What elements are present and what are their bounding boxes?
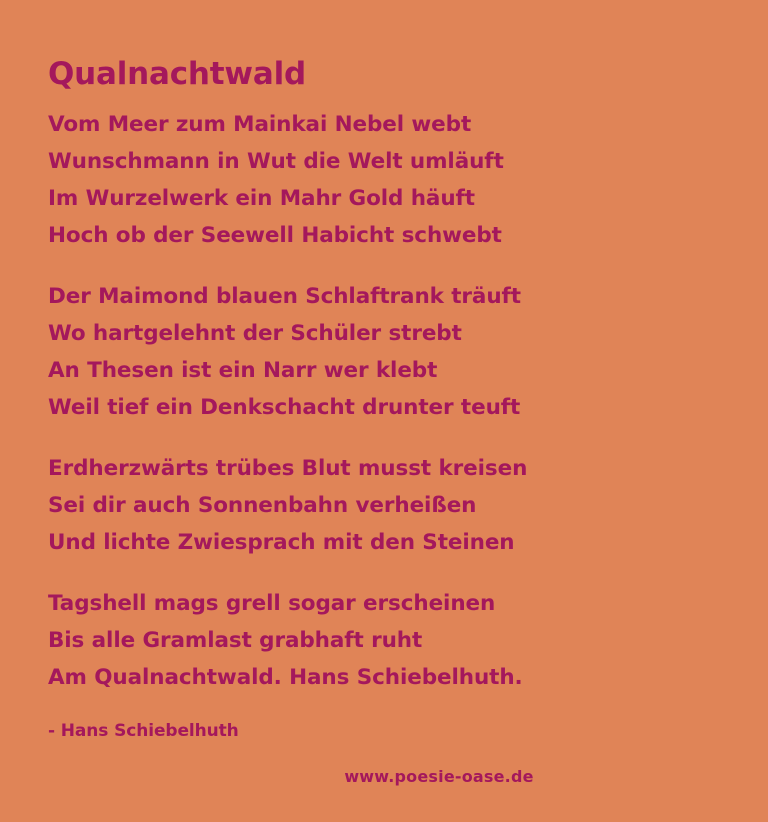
poem-line: Vom Meer zum Mainkai Nebel webt: [48, 112, 472, 138]
poem-line: Und lichte Zwiesprach mit den Steinen: [48, 529, 515, 555]
site-watermark: www.poesie-oase.de: [344, 767, 534, 786]
poem-line: Wunschmann in Wut die Welt umläuft: [48, 149, 504, 175]
poem-line: Am Qualnachtwald. Hans Schiebelhuth.: [48, 664, 523, 690]
stanza-2: [48, 279, 720, 427]
stanza-1: [48, 107, 720, 255]
poem-line: Der Maimond blauen Schlaftrank träuft: [48, 284, 521, 310]
poem-line: Sei dir auch Sonnenbahn verheißen: [48, 492, 477, 518]
page-title: Qualnachtwald: [48, 56, 306, 92]
poem-line: Bis alle Gramlast grabhaft ruht: [48, 627, 423, 653]
author-credit: - Hans Schiebelhuth: [48, 720, 239, 741]
poem-line: Im Wurzelwerk ein Mahr Gold häuft: [48, 186, 475, 212]
poem-line: Tagshell mags grell sogar erscheinen: [48, 590, 496, 616]
poem-line: Wo hartgelehnt der Schüler strebt: [48, 321, 462, 347]
poem-line: Weil tief ein Denkschacht drunter teuft: [48, 394, 521, 420]
poem-line: An Thesen ist ein Narr wer klebt: [48, 358, 438, 383]
poem-line: Hoch ob der Seewell Habicht schwebt: [48, 223, 502, 249]
stanza-3: [48, 451, 720, 562]
stanza-4: [48, 586, 720, 697]
poem-line: Erdherzwärts trübes Blut musst kreisen: [48, 455, 528, 481]
